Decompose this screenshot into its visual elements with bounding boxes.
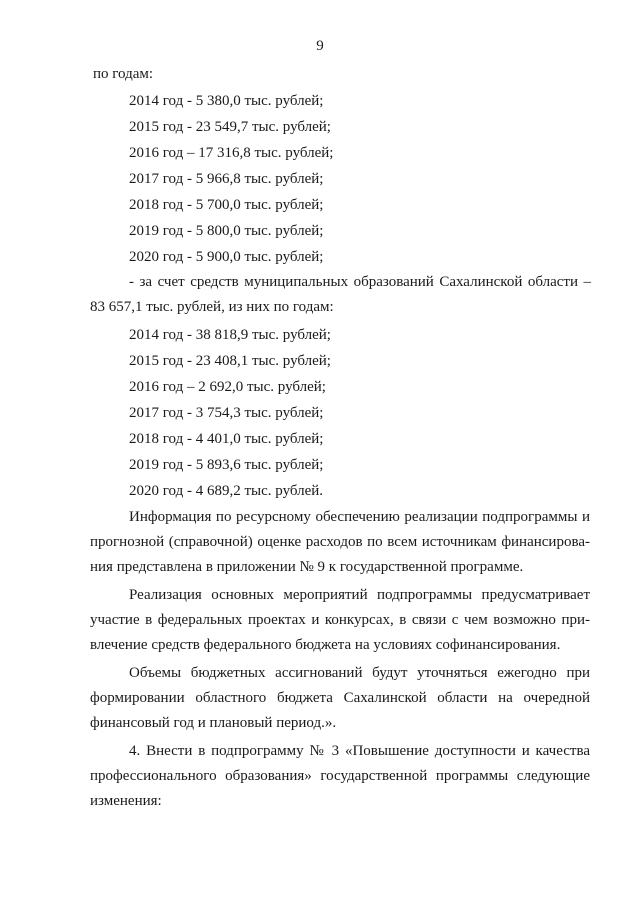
list-item: 2015 год - 23 408,1 тыс. рублей; [129,353,331,369]
list-item: 2016 год – 2 692,0 тыс. рублей; [129,379,326,395]
list-item: 2018 год - 5 700,0 тыс. рублей; [129,197,324,213]
paragraph-realization-line: участие в федеральных проектах и конкурсах, в связи с чем возможно при- [90,612,590,628]
list-item: 2019 год - 5 893,6 тыс. рублей; [129,457,324,473]
list-item: 2017 год - 5 966,8 тыс. рублей; [129,171,324,187]
paragraph-item4-line: профессионального образования» государственной программы следующие [90,768,590,784]
list-item: 2018 год - 4 401,0 тыс. рублей; [129,431,324,447]
list-item: 2020 год - 5 900,0 тыс. рублей; [129,249,324,265]
list-item: 2014 год - 5 380,0 тыс. рублей; [129,93,324,109]
paragraph-volumes-line: Объемы бюджетных ассигнований будут уточняться ежегодно при [129,665,590,681]
paragraph-item4-line: изменения: [90,793,162,809]
paragraph-info-line: ния представлена в приложении № 9 к государственной программе. [90,559,524,575]
list-item: 2017 год - 3 754,3 тыс. рублей; [129,405,324,421]
list-item: 2014 год - 38 818,9 тыс. рублей; [129,327,331,343]
paragraph-volumes-line: формировании областного бюджета Сахалинской области на очередной [90,690,590,706]
list-item: 2015 год - 23 549,7 тыс. рублей; [129,119,331,135]
by-years-label: по годам: [93,66,154,82]
municipal-line-2: 83 657,1 тыс. рублей, из них по годам: [90,299,334,315]
paragraph-volumes-line: финансовый год и плановый период.». [90,715,337,731]
page-number: 9 [316,38,324,54]
paragraph-info-line: прогнозной (справочной) оценке расходов по всем источникам финансирова- [90,534,590,550]
list-item: 2016 год – 17 316,8 тыс. рублей; [129,145,334,161]
paragraph-info-line: Информация по ресурсному обеспечению реализации подпрограммы и [129,509,590,525]
list-item: 2019 год - 5 800,0 тыс. рублей; [129,223,324,239]
paragraph-realization-line: влечение средств федерального бюджета на условиях софинансирования. [90,637,561,653]
municipal-line-1: - за счет средств муниципальных образований Сахалинской области – [129,274,591,290]
paragraph-realization-line: Реализация основных мероприятий подпрограммы предусматривает [129,587,590,603]
paragraph-item4-line: 4. Внести в подпрограмму № 3 «Повышение доступности и качества [129,743,590,759]
list-item: 2020 год - 4 689,2 тыс. рублей. [129,483,324,499]
